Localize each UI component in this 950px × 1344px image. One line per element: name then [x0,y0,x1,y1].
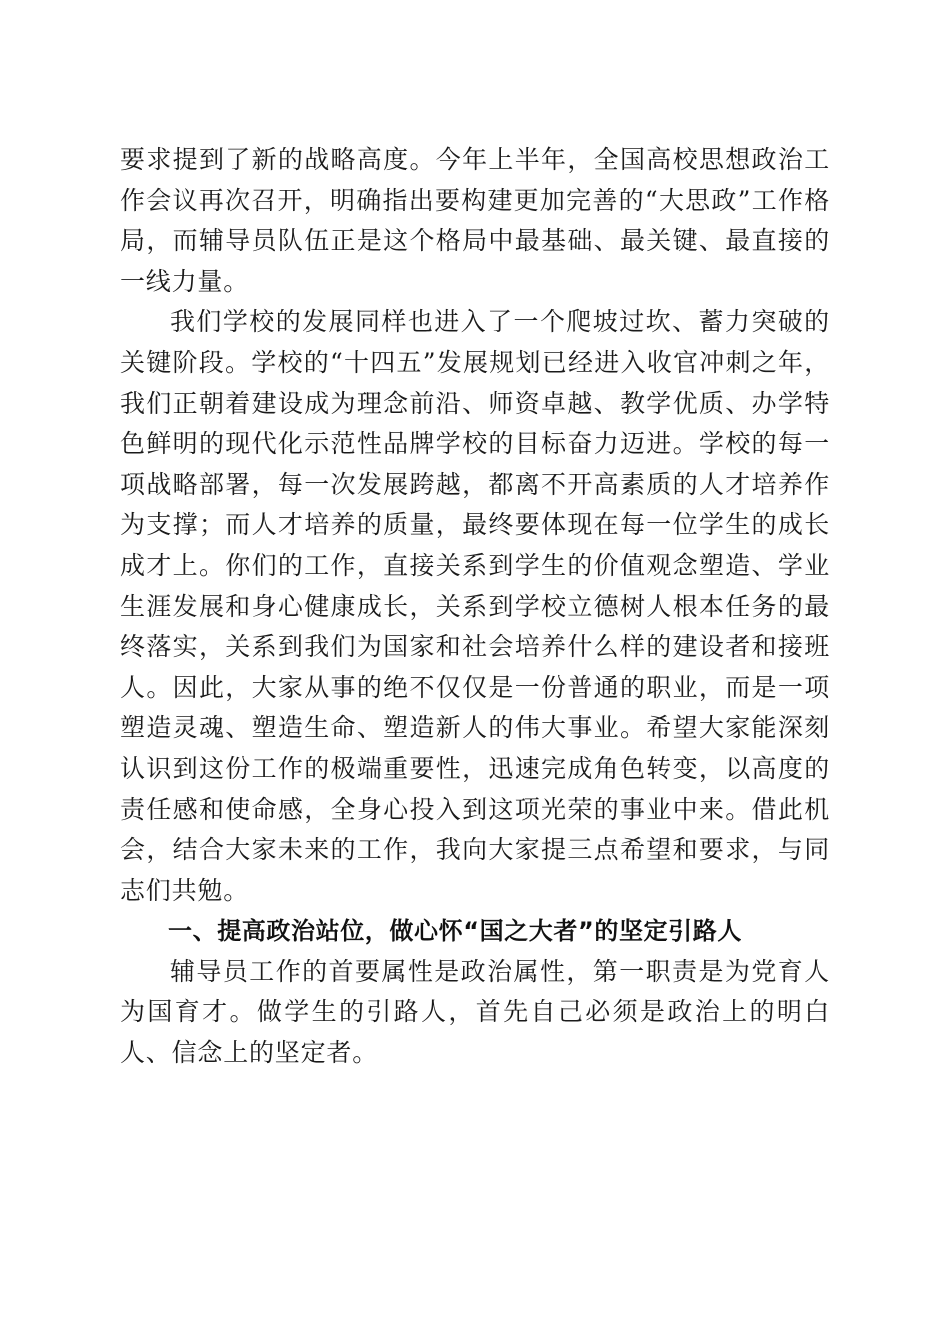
document-page [120,140,830,1074]
paragraph-political-attribute: 辅导员工作的首要属性是政治属性，第一职责是为党育人为国育才。做学生的引路人，首先自己必须是政治上的明白人、信念上的坚定者。 [120,956,830,1068]
paragraph-continuation: 要求提到了新的战略高度。今年上半年，全国高校思想政治工作会议再次召开，明确指出要构建更加完善的“大思政”工作格局，而辅导员队伍正是这个格局中最基础、最关键、最直接的一线力量。 [120,145,830,296]
section-heading-1: 一、提高政治站位，做心怀“国之大者”的坚定引路人 [168,917,742,946]
paragraph-school-development: 我们学校的发展同样也进入了一个爬坡过坎、蓄力突破的关键阶段。学校的“十四五”发展规划已经进入收官冲刺之年，我们正朝着建设成为理念前沿、师资卓越、教学优质、办学特色鲜明的现代化示范性品牌学校的目标奋力迈进。学校的每一项战略部署，每一次发展跨越，都离不开高素质的人才培养作为支撑；而人才培养的质量，最终要体现在每一位学生的成长成才上。你们的工作，直接关系到学生的价值观念塑造、学业生涯发展和身心健康成长，关系到学校立德树人根本任务的最终落实，关系到我们为国家和社会培养什么样的建设者和接班人。因此，大家从事的绝不仅仅是一份普通的职业，而是一项塑造灵魂、塑造生命、塑造新人的伟大事业。希望大家能深刻认识到这份工作的极端重要性，迅速完成角色转变，以高度的责任感和使命感，全身心投入到这项光荣的事业中来。借此机会，结合大家未来的工作，我向大家提三点希望和要求，与同志们共勉。 [120,307,830,905]
